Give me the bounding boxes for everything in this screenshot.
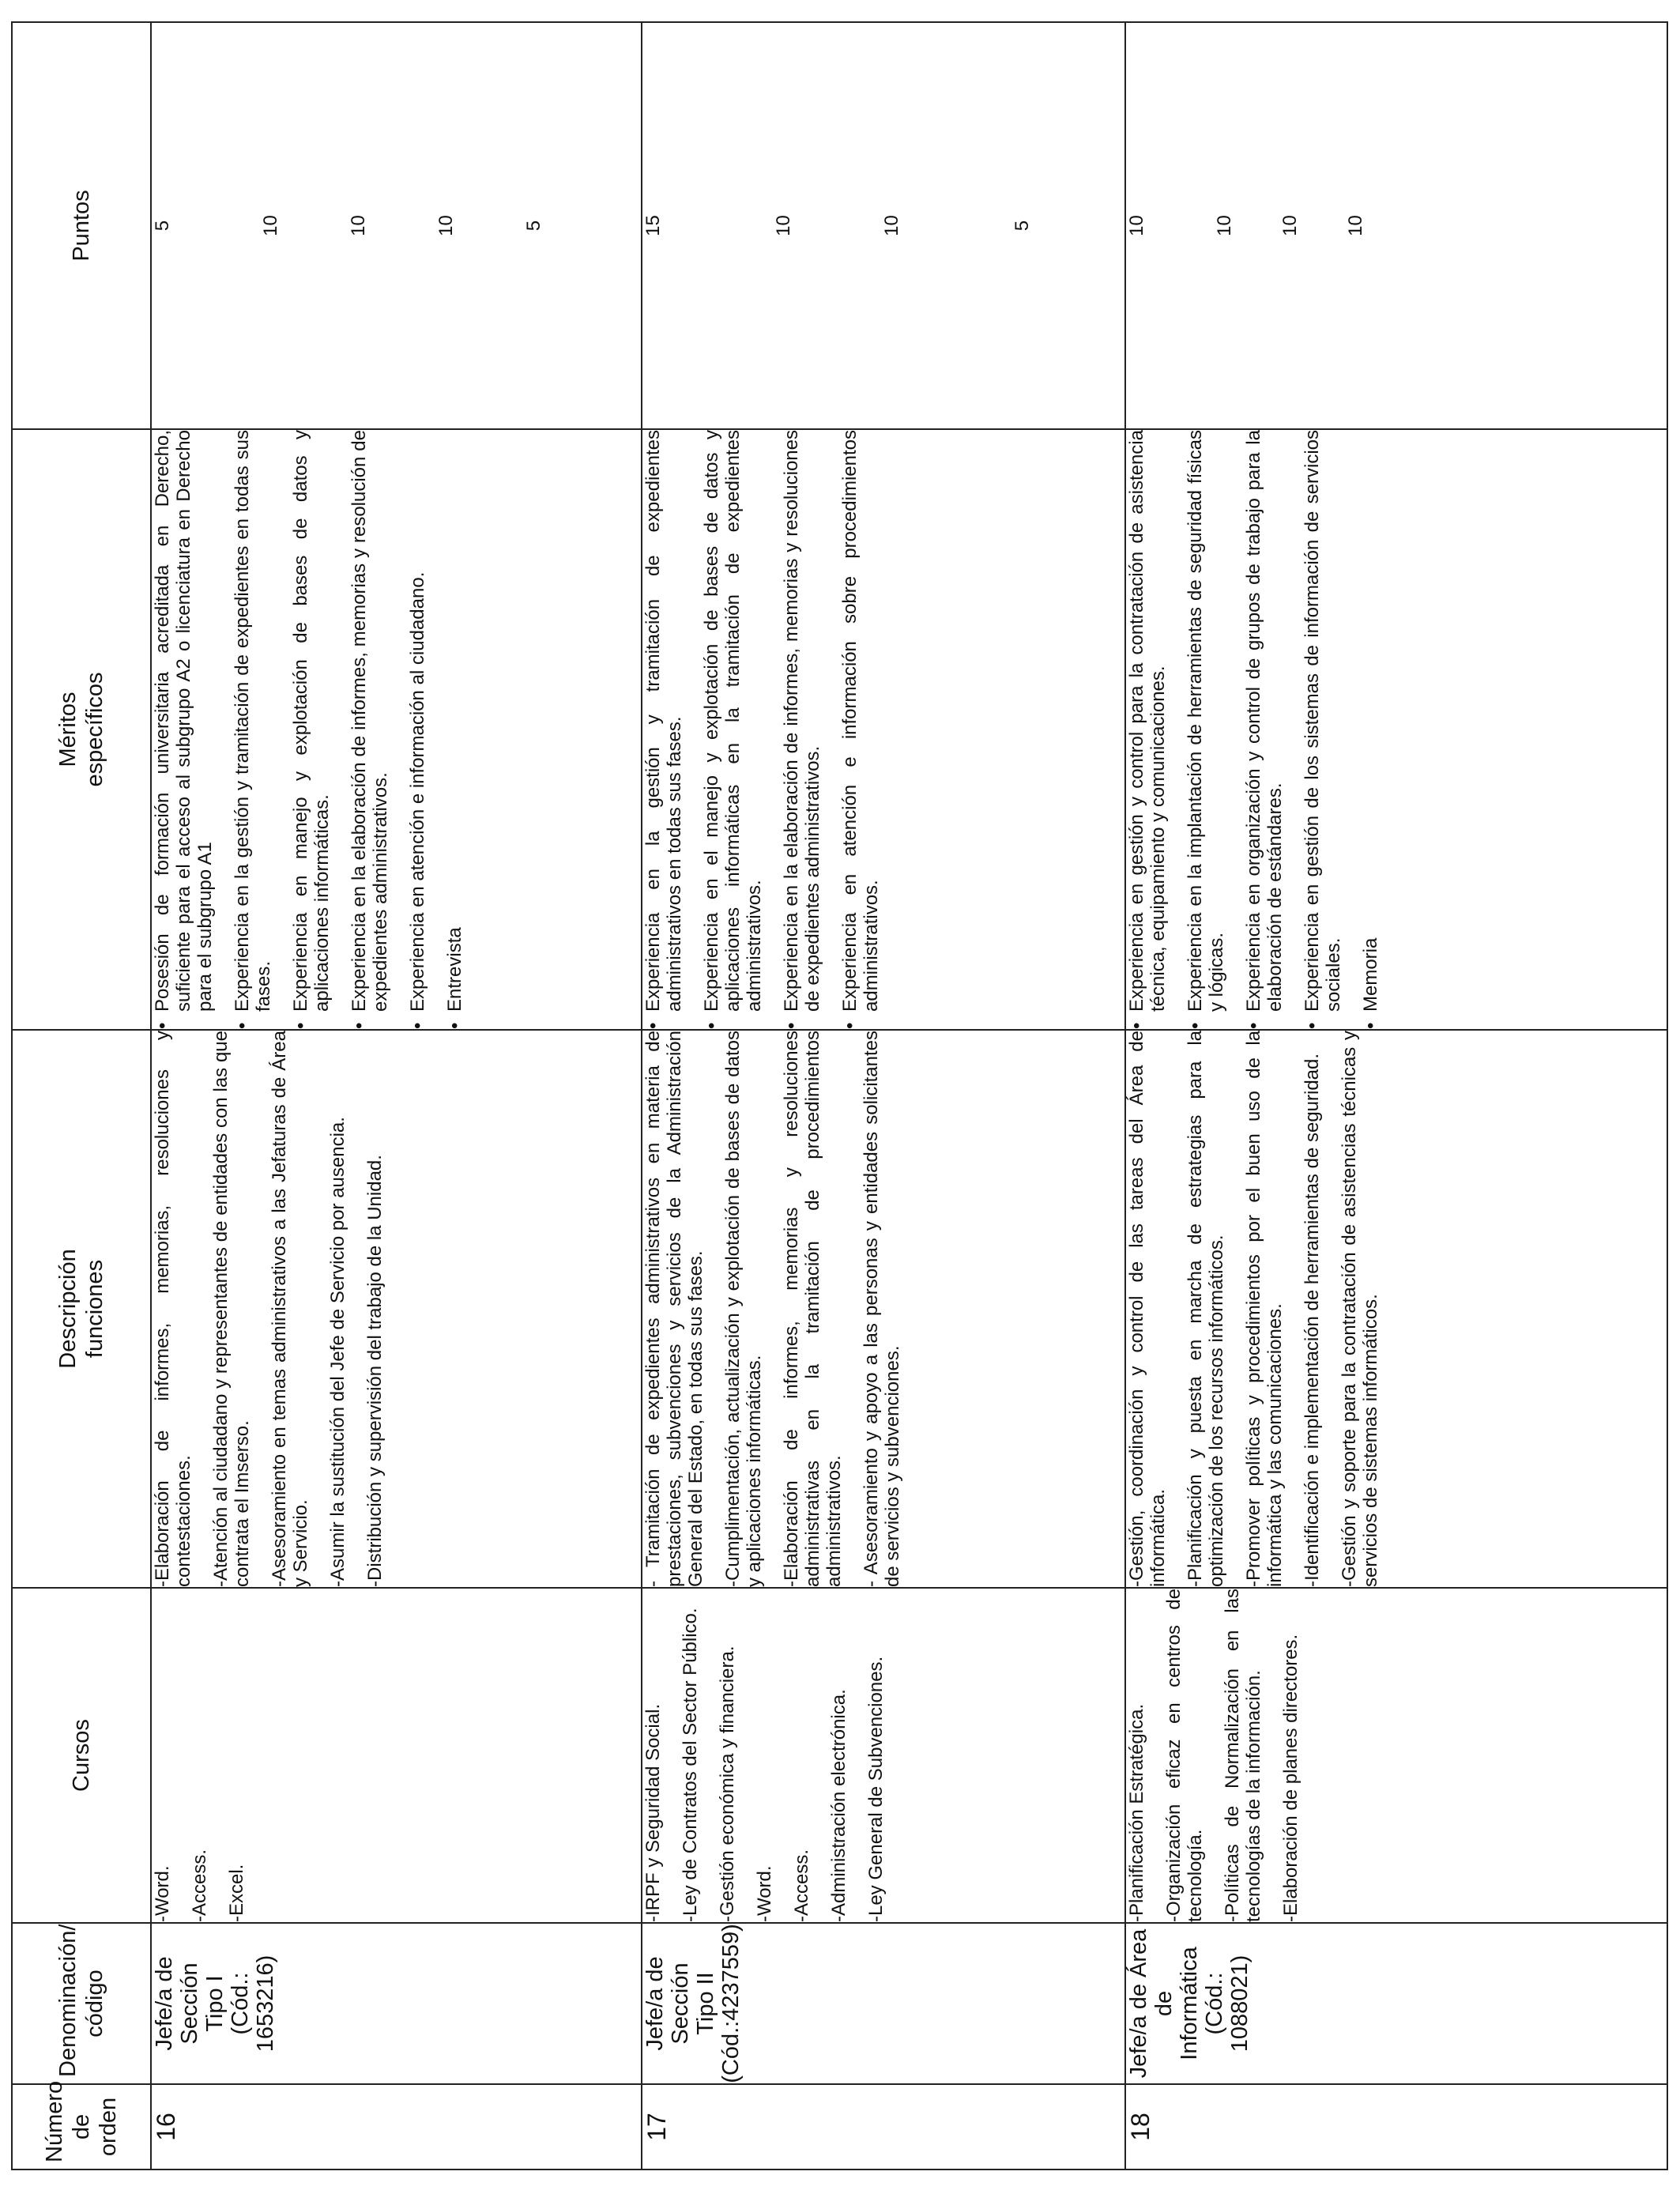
header-meritos: Méritos específicos bbox=[12, 429, 151, 1030]
table-row bbox=[151, 22, 642, 2169]
header-numero: Número de orden bbox=[12, 2084, 151, 2169]
merit-item: • Experiencia en la gestión y tramitación de expedientes administrativos en todas sus fases. bbox=[642, 430, 685, 1029]
order-number: 16 bbox=[151, 2084, 642, 2169]
function-item: - Tramitación de expedientes administrativos en materia de prestaciones, subvenciones y servicios de la Administración General del Estado, en todas sus fases. bbox=[642, 1031, 706, 1587]
course-item: -Excel. bbox=[226, 1864, 248, 1922]
course-item: -Access. bbox=[790, 1849, 812, 1922]
functions-cell bbox=[642, 1030, 1126, 1588]
position-name-line: Jefe/a de Sección bbox=[152, 1956, 203, 2051]
position-name-line: Jefe/a de Sección bbox=[642, 1956, 693, 2051]
course-item: -Ley General de Subvenciones. bbox=[864, 1656, 887, 1922]
header-denominacion: Denominación/ código bbox=[12, 1923, 151, 2084]
course-item: -Administración electrónica. bbox=[827, 1689, 849, 1922]
points-value: 5 bbox=[523, 220, 545, 232]
function-item: - Asesoramiento y apoyo a las personas y entidades solicitantes de servicios y subvenciones. bbox=[860, 1031, 903, 1587]
points-value: 10 bbox=[880, 215, 902, 236]
order-number: 17 bbox=[642, 2084, 1126, 2169]
merit-item: • Experiencia en gestión de los sistemas de información de servicios sociales. bbox=[1301, 430, 1344, 1029]
position-name bbox=[1125, 1923, 1667, 2084]
header-row bbox=[12, 22, 151, 2169]
functions-cell bbox=[1125, 1030, 1667, 1588]
positions-table bbox=[11, 21, 1668, 2170]
points-value: 10 bbox=[1279, 215, 1301, 236]
points-cell bbox=[151, 22, 642, 429]
courses-cell bbox=[642, 1588, 1126, 1923]
position-name-line: Jefe/a de Área de bbox=[1126, 1928, 1177, 2079]
position-name bbox=[151, 1923, 642, 2084]
merit-item: • Entrevista bbox=[444, 430, 465, 1029]
header-puntos: Puntos bbox=[12, 22, 151, 429]
position-name-line: (Cód.: 1653216) bbox=[228, 1955, 279, 2053]
position-name-line: (Cód.: 1088021) bbox=[1202, 1955, 1253, 2053]
points-value: 10 bbox=[1345, 215, 1367, 236]
points-value: 10 bbox=[1126, 215, 1148, 236]
course-item: -Gestión económica y financiera. bbox=[716, 1646, 738, 1922]
points-value: 10 bbox=[1214, 215, 1236, 236]
position-name-line: Tipo I bbox=[202, 1975, 228, 2032]
function-item: -Cumplimentación, actualización y explotación de bases de datos y aplicaciones informáticas. bbox=[721, 1031, 765, 1587]
merit-item: • Posesión de formación universitaria acreditada en Derecho, suficiente para el acceso al subgrupo A2 o licenciatura en Derecho para el subgrupo A1 bbox=[152, 430, 216, 1029]
course-item: -Políticas de Normalización en las tecnologías de la información. bbox=[1222, 1589, 1265, 1922]
points-value: 10 bbox=[348, 215, 370, 236]
merit-item: • Experiencia en el manejo y explotación de bases de datos y aplicaciones informáticas en la tramitación de expedientes administrativos. bbox=[701, 430, 765, 1029]
function-item: -Planificación y puesta en marcha de estrategias para la optimización de los recursos informáticos. bbox=[1185, 1031, 1228, 1587]
merit-item: • Experiencia en la elaboración de informes, memorias y resoluciones de expedientes administrativos. bbox=[781, 430, 823, 1029]
function-item: -Asumir la sustitución del Jefe de Servicio por ausencia. bbox=[327, 1117, 349, 1587]
table-row bbox=[642, 22, 1126, 2169]
merit-item: • Experiencia en la implantación de herramientas de seguridad físicas y lógicas. bbox=[1185, 430, 1227, 1029]
course-item: -IRPF y Seguridad Social. bbox=[642, 1703, 664, 1922]
points-cell bbox=[1125, 22, 1667, 429]
course-item: -Access. bbox=[189, 1849, 211, 1922]
merit-item: • Memoria bbox=[1360, 430, 1381, 1029]
course-item: -Ley de Contratos del Sector Público. bbox=[679, 1608, 701, 1922]
position-name bbox=[642, 1923, 1126, 2084]
courses-cell bbox=[151, 1588, 642, 1923]
points-value: 5 bbox=[152, 220, 174, 232]
position-name-line: (Cód.:4237559) bbox=[718, 1924, 744, 2083]
merits-cell bbox=[151, 429, 642, 1030]
merit-item: • Experiencia en organización y control de grupos de trabajo para la elaboración de estándares. bbox=[1243, 430, 1286, 1029]
header-descripcion: Descripción funciones bbox=[12, 1030, 151, 1588]
points-value: 10 bbox=[435, 215, 458, 236]
function-item: -Gestión y soporte para la contratación de asistencias técnicas y servicios de sistemas informáticos. bbox=[1339, 1031, 1382, 1587]
functions-cell bbox=[151, 1030, 642, 1588]
function-item: -Elaboración de informes, memorias, resoluciones y contestaciones. bbox=[152, 1031, 195, 1587]
points-value: 15 bbox=[642, 215, 664, 236]
course-item: -Word. bbox=[753, 1865, 775, 1922]
course-item: -Organización eficaz en centros de tecnología. bbox=[1163, 1589, 1207, 1922]
course-item: -Elaboración de planes directores. bbox=[1280, 1634, 1302, 1922]
header-cursos: Cursos bbox=[12, 1588, 151, 1923]
merit-item: • Experiencia en atención e información al ciudadano. bbox=[407, 430, 428, 1029]
function-item: -Gestión, coordinación y control de las tareas del Área de informática. bbox=[1126, 1031, 1170, 1587]
merit-item: • Experiencia en manejo y explotación de bases de datos y aplicaciones informáticas. bbox=[290, 430, 333, 1029]
points-value: 10 bbox=[260, 215, 282, 236]
merit-item: • Experiencia en la elaboración de informes, memorias y resolución de expedientes administrativos. bbox=[348, 430, 391, 1029]
merit-item: • Experiencia en la gestión y tramitación de expedientes en todas sus fases. bbox=[232, 430, 274, 1029]
function-item: -Identificación e implementación de herramientas de seguridad. bbox=[1301, 1053, 1324, 1587]
function-item: -Distribución y supervisión del trabajo de la Unidad. bbox=[364, 1155, 386, 1587]
function-item: -Promover políticas y procedimientos por el buen uso de la informática y las comunicaciones. bbox=[1243, 1031, 1286, 1587]
position-name-line: Informática bbox=[1177, 1947, 1203, 2060]
order-number: 18 bbox=[1125, 2084, 1667, 2169]
points-value: 5 bbox=[1011, 220, 1033, 232]
position-name-line: Tipo II bbox=[692, 1972, 718, 2035]
merit-item: • Experiencia en atención e información sobre procedimientos administrativos. bbox=[839, 430, 882, 1029]
courses-cell bbox=[1125, 1588, 1667, 1923]
merits-cell bbox=[642, 429, 1126, 1030]
function-item: -Asesoramiento en temas administrativos a las Jefaturas de Área y Servicio. bbox=[269, 1031, 312, 1587]
points-value: 10 bbox=[772, 215, 794, 236]
function-item: -Elaboración de informes, memorias y resoluciones administrativas en la tramitación de procedimientos administrativos. bbox=[780, 1031, 845, 1587]
function-item: -Atención al ciudadano y representantes de entidades con las que contrata el Imserso. bbox=[210, 1031, 254, 1587]
course-item: -Planificación Estratégica. bbox=[1126, 1703, 1148, 1922]
merits-cell bbox=[1125, 429, 1667, 1030]
course-item: -Word. bbox=[152, 1865, 174, 1922]
merit-item: • Experiencia en gestión y control para la contratación de asistencia técnica, equipamiento y comunicaciones. bbox=[1126, 430, 1169, 1029]
points-cell bbox=[642, 22, 1126, 429]
table-row bbox=[1125, 22, 1667, 2169]
